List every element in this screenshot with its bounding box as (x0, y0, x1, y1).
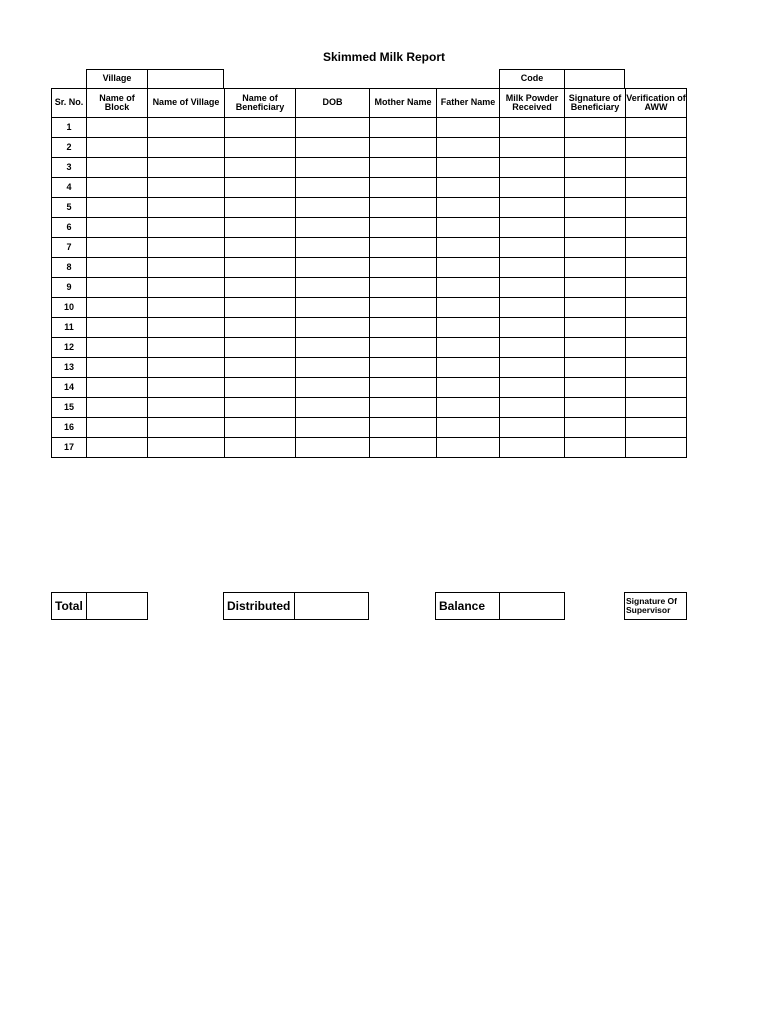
table-cell[interactable] (148, 178, 225, 198)
table-cell[interactable] (225, 258, 296, 278)
table-cell[interactable] (437, 418, 500, 438)
table-cell[interactable] (626, 378, 687, 398)
village-label-cell (86, 69, 148, 89)
page-title: Skimmed Milk Report (322, 50, 446, 64)
table-cell[interactable] (500, 178, 565, 198)
table-cell[interactable] (148, 278, 225, 298)
table-cell[interactable] (565, 438, 626, 458)
table-cell[interactable] (500, 278, 565, 298)
table-cell[interactable] (148, 118, 225, 138)
table-cell[interactable] (370, 218, 437, 238)
table-cell[interactable] (225, 178, 296, 198)
table-cell[interactable] (370, 298, 437, 318)
table-cell[interactable] (500, 318, 565, 338)
table-cell[interactable] (626, 298, 687, 318)
table-cell[interactable] (296, 118, 370, 138)
table-cell[interactable] (148, 258, 225, 278)
table-cell[interactable] (500, 238, 565, 258)
table-cell[interactable] (500, 298, 565, 318)
table-cell[interactable] (225, 418, 296, 438)
table-cell[interactable] (296, 378, 370, 398)
table-row (52, 258, 687, 278)
table-cell[interactable] (296, 398, 370, 418)
table-cell[interactable] (437, 338, 500, 358)
balance-label-cell (435, 592, 500, 620)
sr-no-cell: 13 (52, 358, 87, 378)
table-cell[interactable] (225, 158, 296, 178)
table-row (52, 118, 687, 138)
table-cell[interactable] (148, 298, 225, 318)
sr-no-cell: 17 (52, 438, 87, 458)
table-header-row (52, 89, 687, 118)
col-header-signature: Signature of Beneficiary (565, 89, 626, 118)
table-cell[interactable] (87, 358, 148, 378)
sr-no-cell: 12 (52, 338, 87, 358)
table-cell[interactable] (565, 118, 626, 138)
table-row (52, 158, 687, 178)
table-cell[interactable] (370, 138, 437, 158)
table-row (52, 138, 687, 158)
table-cell[interactable] (87, 398, 148, 418)
table-cell[interactable] (87, 298, 148, 318)
table-cell[interactable] (87, 338, 148, 358)
table-cell[interactable] (148, 418, 225, 438)
table-cell[interactable] (225, 138, 296, 158)
table-cell[interactable] (565, 158, 626, 178)
supervisor-signature-label: Signature Of Supervisor (626, 596, 678, 615)
table-cell[interactable] (370, 438, 437, 458)
table-cell[interactable] (370, 178, 437, 198)
table-row (52, 278, 687, 298)
col-header-sr-no: Sr. No. (52, 89, 87, 118)
col-header-milk-powder: Milk Powder Received (500, 89, 565, 118)
table-cell[interactable] (626, 398, 687, 418)
total-label: Total (55, 598, 83, 613)
table-cell[interactable] (296, 298, 370, 318)
table-row (52, 238, 687, 258)
table-row (52, 198, 687, 218)
table-cell[interactable] (370, 398, 437, 418)
table-cell[interactable] (626, 358, 687, 378)
table-cell[interactable] (148, 438, 225, 458)
sr-no-cell: 10 (52, 298, 87, 318)
sr-no-cell: 4 (52, 178, 87, 198)
table-cell[interactable] (296, 178, 370, 198)
table-cell[interactable] (148, 238, 225, 258)
table-cell[interactable] (370, 418, 437, 438)
table-cell[interactable] (87, 138, 148, 158)
table-cell[interactable] (565, 358, 626, 378)
table-cell[interactable] (565, 258, 626, 278)
table-cell[interactable] (500, 358, 565, 378)
table-cell[interactable] (148, 158, 225, 178)
table-cell[interactable] (626, 178, 687, 198)
beneficiary-table (51, 88, 687, 458)
table-cell[interactable] (437, 438, 500, 458)
sr-no-cell: 5 (52, 198, 87, 218)
sr-no-cell: 11 (52, 318, 87, 338)
table-cell[interactable] (370, 358, 437, 378)
balance-label: Balance (439, 598, 486, 613)
table-row (52, 218, 687, 238)
sr-no-cell: 14 (52, 378, 87, 398)
table-body (52, 118, 687, 458)
table-cell[interactable] (225, 218, 296, 238)
table-cell[interactable] (500, 258, 565, 278)
code-value-cell[interactable] (564, 69, 625, 89)
sr-no-cell: 15 (52, 398, 87, 418)
balance-value-cell[interactable] (499, 592, 565, 620)
table-row (52, 318, 687, 338)
table-cell[interactable] (296, 198, 370, 218)
table-cell[interactable] (437, 258, 500, 278)
table-cell[interactable] (626, 158, 687, 178)
code-label-cell (499, 69, 565, 89)
table-cell[interactable] (87, 238, 148, 258)
table-cell[interactable] (148, 198, 225, 218)
table-cell[interactable] (437, 178, 500, 198)
table-cell[interactable] (148, 358, 225, 378)
table-cell[interactable] (500, 118, 565, 138)
table-cell[interactable] (296, 418, 370, 438)
table-cell[interactable] (296, 338, 370, 358)
table-cell[interactable] (500, 198, 565, 218)
table-row (52, 298, 687, 318)
table-cell[interactable] (500, 138, 565, 158)
table-cell[interactable] (500, 398, 565, 418)
sr-no-cell: 7 (52, 238, 87, 258)
col-header-block: Name of Block (87, 89, 148, 118)
table-cell[interactable] (370, 158, 437, 178)
sr-no-cell: 16 (52, 418, 87, 438)
table-cell[interactable] (87, 158, 148, 178)
table-row (52, 418, 687, 438)
table-cell[interactable] (370, 258, 437, 278)
table-cell[interactable] (225, 318, 296, 338)
table-cell[interactable] (148, 378, 225, 398)
table-cell[interactable] (626, 118, 687, 138)
table-cell[interactable] (565, 138, 626, 158)
table-cell[interactable] (148, 318, 225, 338)
table-cell[interactable] (296, 238, 370, 258)
sr-no-cell: 1 (52, 118, 87, 138)
table-cell[interactable] (370, 118, 437, 138)
col-header-mother-name: Mother Name (370, 89, 437, 118)
table-cell[interactable] (626, 198, 687, 218)
col-header-beneficiary: Name of Beneficiary (225, 89, 296, 118)
total-label-cell (51, 592, 87, 620)
table-cell[interactable] (87, 178, 148, 198)
table-cell[interactable] (437, 198, 500, 218)
table-cell[interactable] (626, 438, 687, 458)
table-cell[interactable] (296, 138, 370, 158)
table-cell[interactable] (565, 378, 626, 398)
table-cell[interactable] (87, 318, 148, 338)
sr-no-cell: 6 (52, 218, 87, 238)
table-cell[interactable] (225, 118, 296, 138)
table-cell[interactable] (225, 358, 296, 378)
table-cell[interactable] (87, 378, 148, 398)
table-cell[interactable] (225, 298, 296, 318)
table-row (52, 178, 687, 198)
table-cell[interactable] (437, 238, 500, 258)
table-cell[interactable] (565, 398, 626, 418)
sr-no-cell: 2 (52, 138, 87, 158)
table-cell[interactable] (225, 398, 296, 418)
table-cell[interactable] (87, 198, 148, 218)
table-cell[interactable] (500, 158, 565, 178)
table-cell[interactable] (500, 218, 565, 238)
table-cell[interactable] (565, 418, 626, 438)
table-cell[interactable] (565, 178, 626, 198)
table-cell[interactable] (500, 418, 565, 438)
table-cell[interactable] (296, 438, 370, 458)
table-cell[interactable] (565, 278, 626, 298)
col-header-father-name: Father Name (437, 89, 500, 118)
table-row (52, 398, 687, 418)
table-cell[interactable] (296, 358, 370, 378)
table-cell[interactable] (225, 378, 296, 398)
distributed-label: Distributed (227, 598, 291, 613)
village-label: Village (102, 73, 132, 84)
table-cell[interactable] (500, 338, 565, 358)
table-cell[interactable] (296, 278, 370, 298)
table-cell[interactable] (565, 318, 626, 338)
table-cell[interactable] (296, 158, 370, 178)
table-cell[interactable] (437, 298, 500, 318)
distributed-label-cell (223, 592, 295, 620)
table-cell[interactable] (296, 218, 370, 238)
table-cell[interactable] (565, 238, 626, 258)
sr-no-cell: 3 (52, 158, 87, 178)
table-cell[interactable] (87, 118, 148, 138)
table-cell[interactable] (225, 198, 296, 218)
distributed-value-cell[interactable] (294, 592, 369, 620)
table-cell[interactable] (437, 358, 500, 378)
table-cell[interactable] (626, 258, 687, 278)
supervisor-signature-cell[interactable] (624, 592, 687, 620)
village-value-cell[interactable] (147, 69, 224, 89)
table-cell[interactable] (87, 258, 148, 278)
table-cell[interactable] (87, 438, 148, 458)
col-header-dob: DOB (296, 89, 370, 118)
table-cell[interactable] (296, 318, 370, 338)
table-cell[interactable] (626, 278, 687, 298)
table-cell[interactable] (148, 138, 225, 158)
table-cell[interactable] (225, 278, 296, 298)
table-cell[interactable] (565, 218, 626, 238)
table-cell[interactable] (370, 238, 437, 258)
table-cell[interactable] (87, 278, 148, 298)
table-cell[interactable] (437, 118, 500, 138)
table-cell[interactable] (626, 418, 687, 438)
col-header-verification: Verification of AWW (626, 89, 687, 118)
table-cell[interactable] (225, 338, 296, 358)
table-row (52, 338, 687, 358)
table-cell[interactable] (437, 378, 500, 398)
col-header-village: Name of Village (148, 89, 225, 118)
table-cell[interactable] (565, 198, 626, 218)
table-row (52, 358, 687, 378)
table-cell[interactable] (500, 378, 565, 398)
table-cell[interactable] (370, 318, 437, 338)
table-cell[interactable] (148, 338, 225, 358)
table-cell[interactable] (565, 338, 626, 358)
sr-no-cell: 8 (52, 258, 87, 278)
table-cell[interactable] (148, 398, 225, 418)
total-value-cell[interactable] (86, 592, 148, 620)
table-cell[interactable] (296, 258, 370, 278)
table-cell[interactable] (370, 378, 437, 398)
table-row (52, 378, 687, 398)
table-cell[interactable] (626, 318, 687, 338)
table-cell[interactable] (437, 218, 500, 238)
table-cell[interactable] (626, 138, 687, 158)
table-cell[interactable] (437, 158, 500, 178)
table-cell[interactable] (148, 218, 225, 238)
table-cell[interactable] (87, 418, 148, 438)
table-cell[interactable] (87, 218, 148, 238)
table-cell[interactable] (225, 438, 296, 458)
table-cell[interactable] (626, 218, 687, 238)
table-cell[interactable] (437, 318, 500, 338)
table-cell[interactable] (565, 298, 626, 318)
table-cell[interactable] (626, 338, 687, 358)
table-cell[interactable] (437, 138, 500, 158)
table-cell[interactable] (370, 338, 437, 358)
sr-no-cell: 9 (52, 278, 87, 298)
table-cell[interactable] (626, 238, 687, 258)
table-cell[interactable] (437, 398, 500, 418)
table-cell[interactable] (225, 238, 296, 258)
table-cell[interactable] (437, 278, 500, 298)
table-cell[interactable] (500, 438, 565, 458)
code-label: Code (520, 73, 544, 84)
table-cell[interactable] (370, 278, 437, 298)
table-cell[interactable] (370, 198, 437, 218)
table-row (52, 438, 687, 458)
